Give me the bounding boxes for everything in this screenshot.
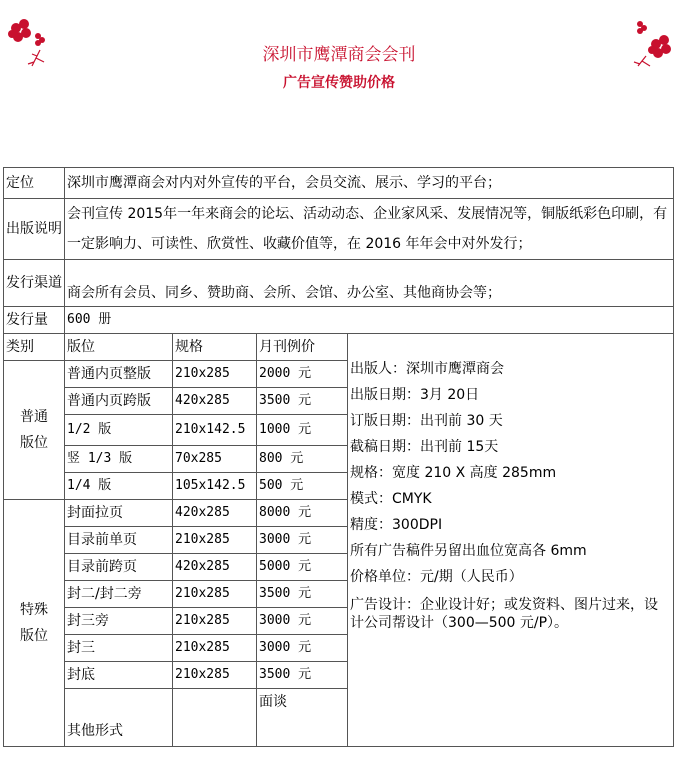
position-cell: 封三旁	[65, 608, 173, 635]
price-cell: 3500 元	[257, 662, 348, 689]
info-row	[4, 199, 674, 260]
position-cell: 其他形式	[65, 689, 173, 747]
note-spec: 规格：宽度 210 X 高度 285mm	[350, 465, 557, 481]
page-title: 深圳市鹰潭商会会刊	[262, 45, 416, 65]
price-table	[3, 167, 674, 747]
side-notes	[348, 334, 674, 747]
position-cell: 普通内页跨版	[65, 388, 173, 415]
info-text: 深圳市鹰潭商会对内对外宣传的平台，会员交流、展示、学习的平台；	[65, 168, 674, 199]
size-cell: 210x285	[173, 527, 257, 554]
size-cell: 210x285	[173, 361, 257, 388]
size-cell: 420x285	[173, 388, 257, 415]
note-booking-date: 订版日期：出刊前 30 天	[350, 413, 503, 429]
table-header-row	[4, 334, 674, 361]
size-cell: 210x285	[173, 662, 257, 689]
info-text: 600 册	[65, 307, 674, 334]
info-label: 发行渠道	[4, 260, 65, 307]
info-row	[4, 307, 674, 334]
size-cell: 210x285	[173, 581, 257, 608]
price-cell: 3500 元	[257, 388, 348, 415]
position-cell: 目录前单页	[65, 527, 173, 554]
note-publish-date: 出版日期：3月 20日	[350, 387, 480, 403]
size-cell: 70x285	[173, 446, 257, 473]
size-cell: 420x285	[173, 554, 257, 581]
position-cell: 封二/封二旁	[65, 581, 173, 608]
price-cell: 800 元	[257, 446, 348, 473]
info-row	[4, 168, 674, 199]
price-cell: 1000 元	[257, 415, 348, 446]
price-cell: 2000 元	[257, 361, 348, 388]
position-cell: 封底	[65, 662, 173, 689]
price-cell: 面谈	[257, 689, 348, 747]
header-position: 版位	[65, 334, 173, 361]
size-cell: 420x285	[173, 500, 257, 527]
size-cell	[173, 689, 257, 747]
price-cell: 500 元	[257, 473, 348, 500]
plum-blossom-icon	[632, 14, 676, 68]
page-header	[0, 0, 678, 160]
info-row	[4, 260, 674, 307]
header-size: 规格	[173, 334, 257, 361]
note-design: 广告设计：企业设计好；或发资料、图片过来，设计公司帮设计（300—500 元/P）。	[350, 597, 658, 631]
position-cell: 1/4 版	[65, 473, 173, 500]
size-cell: 210x142.5	[173, 415, 257, 446]
position-cell: 封三	[65, 635, 173, 662]
size-cell: 105x142.5	[173, 473, 257, 500]
price-cell: 5000 元	[257, 554, 348, 581]
note-bleed: 所有广告稿件另留出血位宽高各 6mm	[350, 543, 587, 559]
price-cell: 8000 元	[257, 500, 348, 527]
note-deadline: 截稿日期：出刊前 15天	[350, 439, 499, 455]
category-cell: 特殊版位	[4, 500, 65, 747]
position-cell: 目录前跨页	[65, 554, 173, 581]
info-text: 商会所有会员、同乡、赞助商、会所、会馆、办公室、其他商协会等；	[65, 260, 674, 307]
note-currency: 价格单位：元/期（人民币）	[350, 569, 523, 585]
price-cell: 3000 元	[257, 635, 348, 662]
category-cell: 普通版位	[4, 361, 65, 500]
price-cell: 3000 元	[257, 527, 348, 554]
info-label: 发行量	[4, 307, 65, 334]
position-cell: 1/2 版	[65, 415, 173, 446]
info-label: 定位	[4, 168, 65, 199]
size-cell: 210x285	[173, 635, 257, 662]
note-mode: 模式：CMYK	[350, 491, 432, 507]
position-cell: 封面拉页	[65, 500, 173, 527]
info-text: 会刊宣传 2015年一年来商会的论坛、活动动态、企业家风采、发展情况等，铜版纸彩色印刷，有一定影响力、可读性、欣赏性、收藏价值等，在 2016 年年会中对外发行；	[65, 199, 674, 260]
note-publisher: 出版人：深圳市鹰潭商会	[350, 361, 504, 377]
size-cell: 210x285	[173, 608, 257, 635]
header-category: 类别	[4, 334, 65, 361]
note-dpi: 精度：300DPI	[350, 517, 443, 533]
header-price: 月刊例价	[257, 334, 348, 361]
info-label: 出版说明	[4, 199, 65, 260]
price-cell: 3500 元	[257, 581, 348, 608]
position-cell: 竖 1/3 版	[65, 446, 173, 473]
position-cell: 普通内页整版	[65, 361, 173, 388]
price-cell: 3000 元	[257, 608, 348, 635]
page-subtitle: 广告宣传赞助价格	[283, 75, 395, 91]
